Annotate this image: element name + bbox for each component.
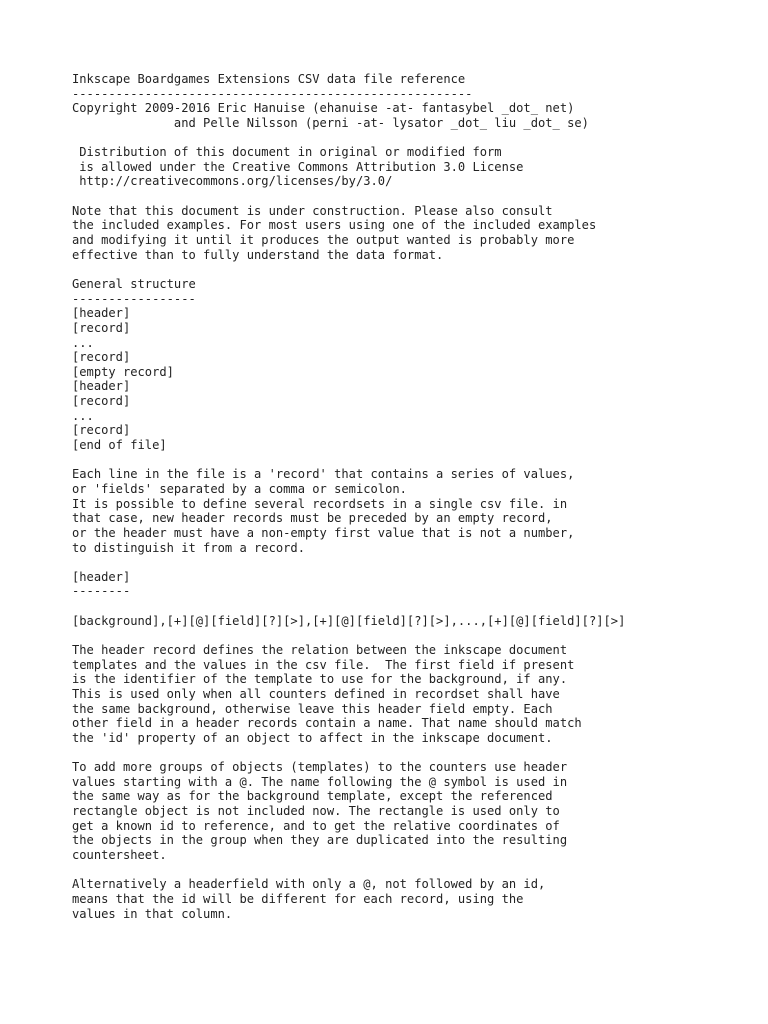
text-line: the objects in the group when they are duplicated into the resulting: [72, 833, 568, 848]
text-line: ...: [72, 335, 94, 350]
text-line: -------------------------------------------------------: [72, 86, 473, 101]
text-line: effective than to fully understand the data format.: [72, 247, 444, 262]
text-line: values in that column.: [72, 906, 233, 921]
text-line: Distribution of this document in original or modified form: [72, 145, 502, 160]
text-line: means that the id will be different for each record, using the: [72, 891, 524, 906]
blank-line: [72, 555, 762, 570]
text-line: The header record defines the relation between the inkscape document: [72, 642, 568, 657]
text-line: This is used only when all counters defined in recordset shall have: [72, 686, 560, 701]
text-line: [record]: [72, 320, 131, 335]
text-line: or the header must have a non-empty first value that is not a number,: [72, 525, 575, 540]
document-page: [72, 72, 762, 921]
text-line: [record]: [72, 394, 131, 409]
text-line: values starting with a @. The name following the @ symbol is used in: [72, 774, 568, 789]
text-line: http://creativecommons.org/licenses/by/3.0/: [72, 174, 393, 189]
text-line: Copyright 2009-2016 Eric Hanuise (ehanuise -at- fantasybel _dot_ net): [72, 101, 575, 116]
text-line: [header]: [72, 569, 131, 584]
text-line: General structure: [72, 276, 196, 291]
text-line: to distinguish it from a record.: [72, 540, 305, 555]
text-line: get a known id to reference, and to get the relative coordinates of: [72, 818, 560, 833]
text-line: [header]: [72, 379, 131, 394]
text-line: -----------------: [72, 291, 196, 306]
blank-line: [72, 189, 762, 204]
text-line: is allowed under the Creative Commons Attribution 3.0 License: [72, 159, 524, 174]
blank-line: [72, 131, 762, 146]
text-line: [header]: [72, 306, 131, 321]
text-line: the same way as for the background template, except the referenced: [72, 789, 553, 804]
text-line: templates and the values in the csv file. The first field if present: [72, 657, 575, 672]
text-line: [end of file]: [72, 438, 167, 453]
text-line: [empty record]: [72, 364, 174, 379]
text-line: Each line in the file is a 'record' that contains a series of values,: [72, 467, 575, 482]
blank-line: [72, 599, 762, 614]
text-line: Note that this document is under construction. Please also consult: [72, 203, 553, 218]
text-line: and Pelle Nilsson (perni -at- lysator _dot_ liu _dot_ se): [72, 115, 589, 130]
text-line: other field in a header records contain a name. That name should match: [72, 716, 582, 731]
text-line: --------: [72, 584, 131, 599]
text-line: Inkscape Boardgames Extensions CSV data file reference: [72, 72, 466, 86]
text-line: countersheet.: [72, 847, 167, 862]
text-line: Alternatively a headerfield with only a @, not followed by an id,: [72, 877, 546, 892]
text-line: the 'id' property of an object to affect in the inkscape document.: [72, 730, 553, 745]
text-line: and modifying it until it produces the output wanted is probably more: [72, 233, 575, 248]
text-line: or 'fields' separated by a comma or semicolon.: [72, 481, 407, 496]
text-line: the included examples. For most users using one of the included examples: [72, 218, 597, 233]
blank-line: [72, 745, 762, 760]
text-line: the same background, otherwise leave this header field empty. Each: [72, 701, 553, 716]
blank-line: [72, 863, 762, 878]
text-line: ...: [72, 408, 94, 423]
text-line: [background],[+][@][field][?][>],[+][@][field][?][>],...,[+][@][field][?][>]: [72, 613, 626, 628]
text-line: It is possible to define several recordsets in a single csv file. in: [72, 496, 568, 511]
text-line: To add more groups of objects (templates) to the counters use header: [72, 760, 568, 775]
text-line: rectangle object is not included now. The rectangle is used only to: [72, 804, 560, 819]
text-line: that case, new header records must be preceded by an empty record,: [72, 511, 553, 526]
blank-line: [72, 453, 762, 468]
text-line: [record]: [72, 350, 131, 365]
text-line: is the identifier of the template to use for the background, if any.: [72, 672, 568, 687]
blank-line: [72, 262, 762, 277]
text-line: [record]: [72, 423, 131, 438]
blank-line: [72, 628, 762, 643]
